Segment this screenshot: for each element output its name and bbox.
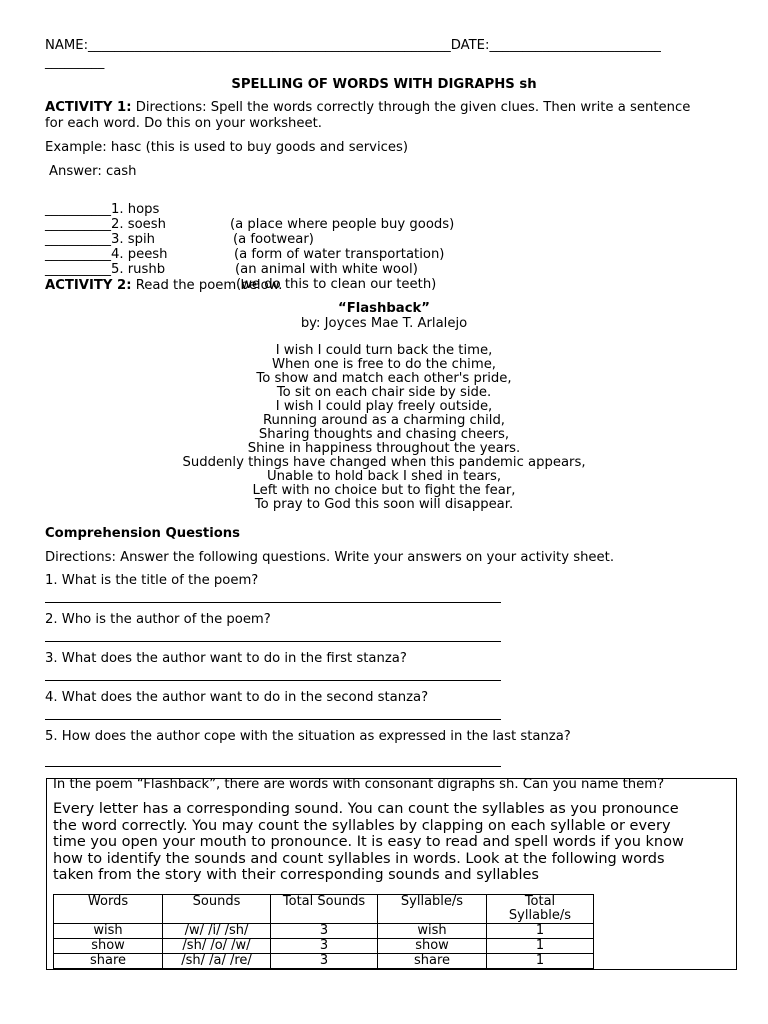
poem-line: Shine in happiness throughout the years. — [247, 441, 521, 456]
table-cell: show — [54, 939, 163, 954]
poem-line: When one is free to do the chime, — [271, 357, 497, 372]
activity1-directions-cont: for each word. Do this on your worksheet. — [45, 116, 322, 131]
table-cell: 3 — [271, 954, 378, 969]
activity1-example: Example: hasc (this is used to buy goods and services) — [45, 140, 408, 155]
activity1-directions-text: Directions: Spell the words correctly through the given clues. Then write a sentence — [131, 100, 691, 115]
column-header: Syllable/s — [378, 895, 487, 924]
table-cell: 3 — [271, 924, 378, 939]
poem-line: To sit on each chair side by side. — [276, 385, 492, 400]
clue-hint: (a footwear) — [233, 232, 314, 247]
activity1-answer: Answer: cash — [49, 164, 137, 179]
box-paragraph-line: time you open your mouth to pronounce. It is easy to read and spell words if you know — [53, 834, 684, 850]
sounds-table — [53, 894, 594, 969]
poem-author: by: Joyces Mae T. Arlalejo — [300, 316, 468, 331]
table-cell: share — [378, 954, 487, 969]
table-cell: show — [378, 939, 487, 954]
column-header: Total Sounds — [271, 895, 378, 924]
poem-line: Sharing thoughts and chasing cheers, — [258, 427, 510, 442]
question-text: 4. What does the author want to do in the second stanza? — [45, 690, 429, 705]
comprehension-heading: Comprehension Questions — [45, 526, 241, 541]
table-cell: wish — [378, 924, 487, 939]
table-cell: 1 — [487, 954, 594, 969]
clue-hint: (an animal with white wool) — [235, 262, 418, 277]
question-text: 3. What does the author want to do in the first stanza? — [45, 651, 407, 666]
answer-line[interactable] — [45, 719, 501, 720]
poem-line: I wish I could play freely outside, — [275, 399, 493, 414]
poem-title: “Flashback” — [338, 301, 430, 316]
table-header-row — [54, 895, 594, 924]
poem-line: To pray to God this soon will disappear. — [254, 497, 514, 512]
box-paragraph-line: Every letter has a corresponding sound. You can count the syllables as you pronounce — [53, 801, 679, 817]
clue-word: __________2. soesh — [45, 217, 166, 232]
box-paragraph-line: taken from the story with their corresponding sounds and syllables — [53, 867, 539, 883]
activity1-directions — [45, 100, 690, 115]
table-cell: /sh/ /a/ /re/ — [163, 954, 271, 969]
column-header: Total Syllable/s — [487, 895, 594, 924]
question-text: 5. How does the author cope with the situation as expressed in the last stanza? — [45, 729, 571, 744]
table-cell: share — [54, 954, 163, 969]
table-cell: wish — [54, 924, 163, 939]
table-row — [54, 924, 594, 939]
activity2-instruction — [45, 278, 282, 293]
name-line-overflow: _________ — [45, 55, 105, 70]
box-question: In the poem “Flashback”, there are words with consonant digraphs sh. Can you name them? — [53, 777, 665, 792]
question-text: 1. What is the title of the poem? — [45, 573, 259, 588]
answer-line[interactable] — [45, 602, 501, 603]
clue-word: __________1. hops — [45, 202, 160, 217]
name-date-line: NAME:_______________________________________________________DATE:__________________________ — [45, 38, 661, 53]
page-title: SPELLING OF WORDS WITH DIGRAPHS sh — [231, 77, 537, 92]
answer-line[interactable] — [45, 680, 501, 681]
clue-word: __________5. rushb — [45, 262, 166, 277]
table-cell: 1 — [487, 924, 594, 939]
comprehension-directions: Directions: Answer the following questions. Write your answers on your activity sheet. — [45, 550, 615, 565]
activity2-heading: ACTIVITY 2: — [45, 278, 132, 293]
table-row — [54, 954, 594, 969]
column-header: Words — [54, 895, 163, 924]
clue-hint: (a place where people buy goods) — [230, 217, 455, 232]
clue-word: __________3. spih — [45, 232, 155, 247]
clue-word: __________4. peesh — [45, 247, 168, 262]
table-cell: 3 — [271, 939, 378, 954]
answer-line[interactable] — [45, 641, 501, 642]
table-row — [54, 939, 594, 954]
poem-line: Running around as a charming child, — [262, 413, 506, 428]
box-paragraph-line: the word correctly. You may count the syllables by clapping on each syllable or every — [53, 818, 671, 834]
activity2-text: Read the poem below. — [131, 278, 283, 293]
table-cell: 1 — [487, 939, 594, 954]
poem-line: Left with no choice but to fight the fear, — [252, 483, 516, 498]
poem-line: I wish I could turn back the time, — [275, 343, 493, 358]
answer-line[interactable] — [45, 766, 501, 767]
activity1-heading: ACTIVITY 1: — [45, 100, 132, 115]
box-paragraph-line: how to identify the sounds and count syllables in words. Look at the following words — [53, 851, 665, 867]
clue-hint: (a form of water transportation) — [234, 247, 445, 262]
poem-line: Unable to hold back I shed in tears, — [266, 469, 502, 484]
poem-line: Suddenly things have changed when this pandemic appears, — [182, 455, 586, 470]
clue-hint: (we do this to clean our teeth) — [236, 277, 437, 292]
question-text: 2. Who is the author of the poem? — [45, 612, 271, 627]
table-cell: /w/ /i/ /sh/ — [163, 924, 271, 939]
column-header: Sounds — [163, 895, 271, 924]
table-cell: /sh/ /o/ /w/ — [163, 939, 271, 954]
poem-line: To show and match each other's pride, — [256, 371, 512, 386]
